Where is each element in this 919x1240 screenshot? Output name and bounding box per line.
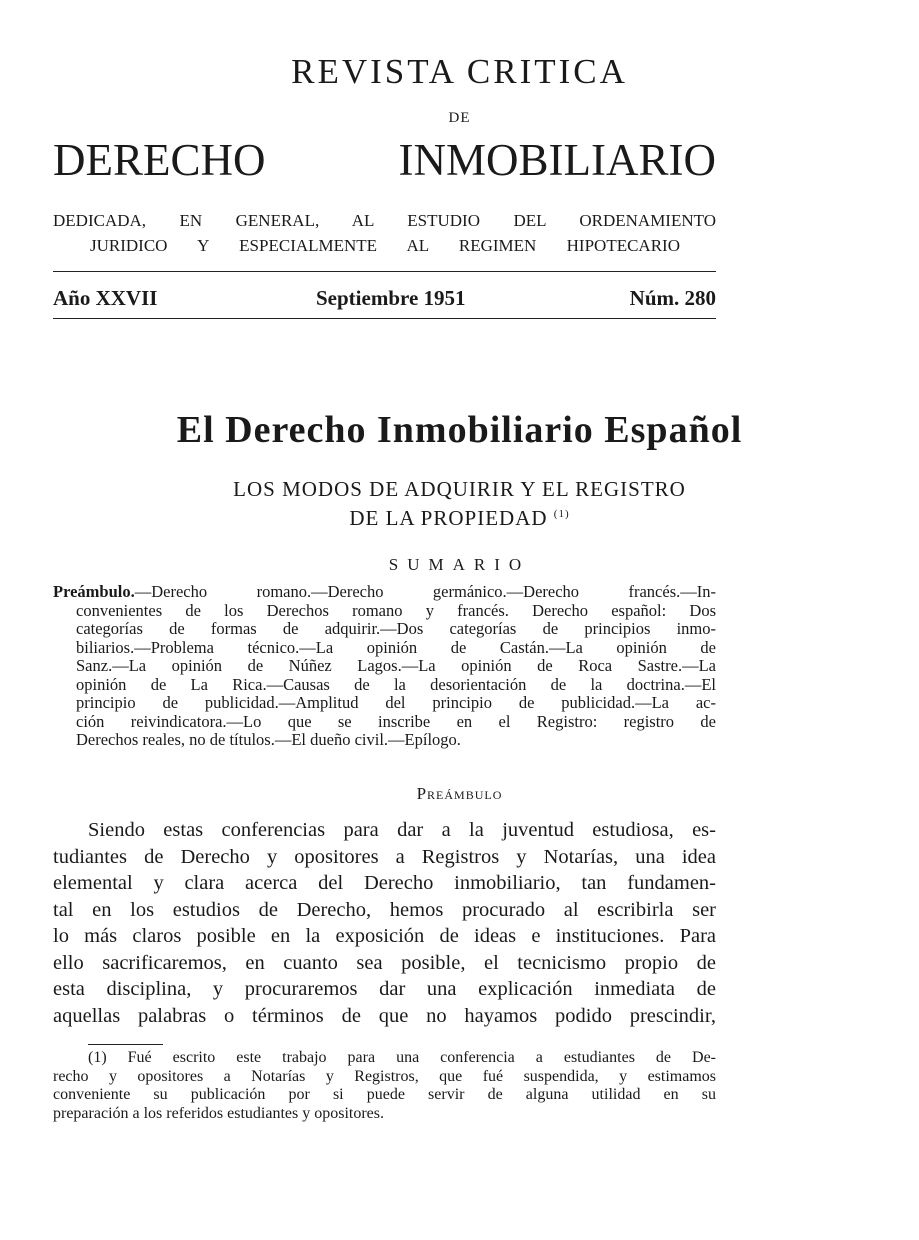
summary-lead: Preámbulo. xyxy=(53,582,135,601)
journal-title-de: DE xyxy=(448,110,471,126)
footnote-line: conveniente su publicación por si puede servir de alguna utilidad en su xyxy=(53,1086,716,1103)
body-line: tal en los estudios de Derecho, hemos procurado al escribirla ser xyxy=(53,898,716,921)
header-rule-top xyxy=(53,271,716,272)
footnote-line: recho y opositores a Notarías y Registros, que fué suspendida, y estimamos xyxy=(53,1067,716,1085)
footnote-ref: (1) xyxy=(553,508,570,520)
body-line: Siendo estas conferencias para dar a la juventud estudiosa, es- xyxy=(88,819,716,841)
footnote-rule xyxy=(88,1044,163,1045)
article-subtitle-2-text: DE LA PROPIEDAD xyxy=(349,506,548,530)
footnote-line: preparación a los referidos estudiantes y opositores. xyxy=(53,1104,385,1122)
issue-year: Año XXVII xyxy=(53,286,158,310)
summary-line: ción reivindicatora.—Lo que se inscribe en el Registro: registro de xyxy=(76,711,716,731)
article-subtitle-2 xyxy=(0,506,919,531)
article-subtitle-1: LOS MODOS DE ADQUIRIR Y EL REGISTRO xyxy=(233,477,686,501)
summary-line: biliarios.—Problema técnico.—La opinión de Castán.—La opinión de xyxy=(76,637,716,657)
summary-line: opinión de La Rica.—Causas de la desorientación de la doctrina.—El xyxy=(76,674,716,694)
journal-tagline-2: JURIDICO Y ESPECIALMENTE AL REGIMEN HIPOTECARIO xyxy=(90,236,680,255)
body-line: ello sacrificaremos, en cuanto sea posible, el tecnicismo propio de xyxy=(53,951,716,974)
journal-tagline-1: DEDICADA, EN GENERAL, AL ESTUDIO DEL ORDENAMIENTO xyxy=(53,211,716,230)
summary-line: Derechos reales, no de títulos.—El dueño civil.—Epílogo. xyxy=(76,730,461,749)
body-line: aquellas palabras o términos de que no hayamos podido prescindir, xyxy=(53,1004,716,1027)
article-title: El Derecho Inmobiliario Español xyxy=(176,409,743,451)
body-line: elemental y clara acerca del Derecho inmobiliario, tan fundamen- xyxy=(53,872,716,894)
section-heading: Preámbulo xyxy=(416,784,503,803)
issue-number: Núm. 280 xyxy=(629,286,716,310)
header-rule-bottom xyxy=(53,318,716,319)
journal-title: REVISTA CRITICA xyxy=(291,52,628,91)
issue-date: Septiembre 1951 xyxy=(316,286,466,310)
summary-line xyxy=(53,583,716,601)
summary-line-text: —Derecho romano.—Derecho germánico.—Derecho francés.—In- xyxy=(134,582,716,601)
body-line: esta disciplina, y procuraremos dar una explicación inmediata de xyxy=(53,978,716,1000)
body-line: lo más claros posible en la exposición de ideas e instituciones. Para xyxy=(53,925,716,947)
summary-line: Sanz.—La opinión de Núñez Lagos.—La opinión de Roca Sastre.—La xyxy=(76,656,716,675)
footnote-line: (1) Fué escrito este trabajo para una conferencia a estudiantes de De- xyxy=(88,1049,716,1066)
summary-line: principio de publicidad.—Amplitud del principio de publicidad.—La ac- xyxy=(76,693,716,712)
body-line: tudiantes de Derecho y opositores a Registros y Notarías, una idea xyxy=(53,845,716,868)
journal-title-main: DERECHO INMOBILIARIO xyxy=(53,135,716,185)
summary-line: convenientes de los Derechos romano y francés. Derecho español: Dos xyxy=(76,600,716,620)
summary-line: categorías de formas de adquirir.—Dos categorías de principios inmo- xyxy=(76,619,716,638)
summary-heading: SUMARIO xyxy=(388,555,531,574)
